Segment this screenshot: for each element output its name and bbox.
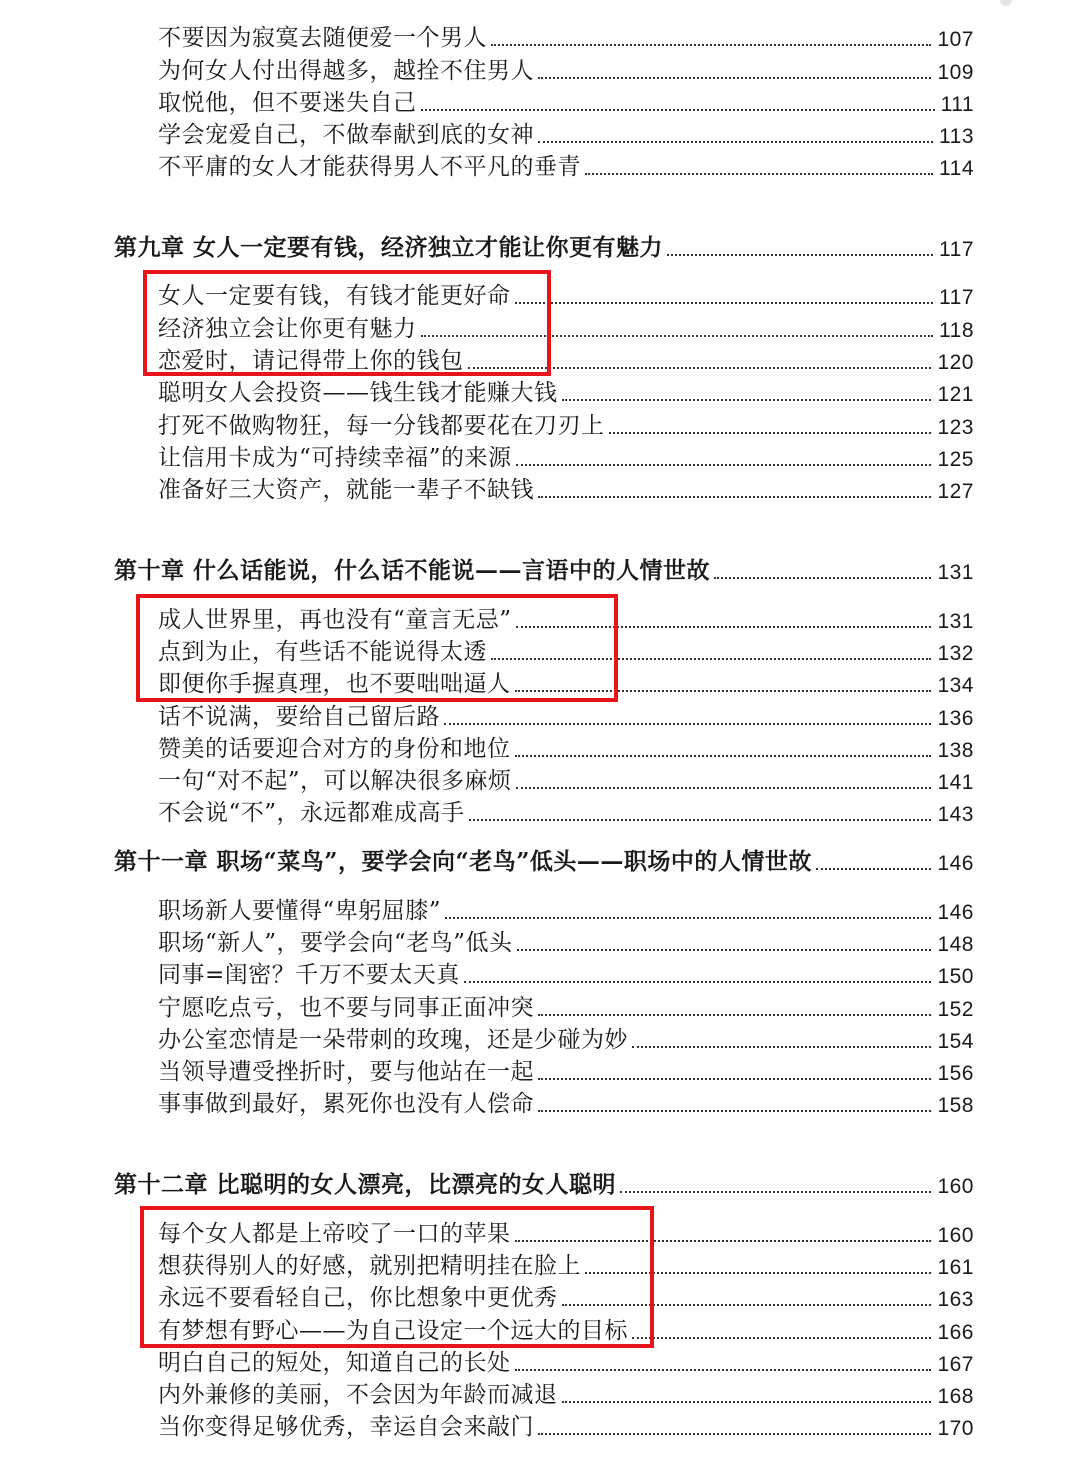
toc-entry — [158, 1054, 974, 1086]
dot-leader — [444, 723, 931, 725]
section-title: 不要因为寂寞去随便爱一个男人 — [158, 25, 487, 51]
toc-entry — [158, 1377, 974, 1409]
section-title: 经济独立会让你更有魅力 — [158, 316, 417, 342]
section-title: 职场新人要懂得“卑躬屈膝” — [158, 898, 442, 924]
dot-leader — [585, 173, 933, 175]
page-number: 132 — [937, 642, 974, 665]
section-title: 事事做到最好，累死你也没有人偿命 — [158, 1091, 534, 1117]
section-title: 一句“对不起”，可以解决很多麻烦 — [158, 768, 512, 794]
toc-chapter-heading — [114, 230, 974, 262]
toc-entry — [158, 1022, 974, 1054]
toc-entry — [158, 893, 974, 925]
section-title: 永远不要看轻自己，你比想象中更优秀 — [158, 1285, 558, 1311]
highlight-box-chapter-9 — [143, 270, 551, 376]
dot-leader — [469, 819, 932, 821]
section-title: 点到为止，有些话不能说得太透 — [158, 639, 487, 665]
dot-leader — [538, 141, 933, 143]
section-title: 学会宠爱自己，不做奉献到底的女神 — [158, 122, 534, 148]
page-number: 141 — [937, 771, 974, 794]
page-number: 146 — [937, 901, 974, 924]
toc-entry — [158, 1409, 974, 1441]
section-title: 想获得别人的好感，就别把精明挂在脸上 — [158, 1253, 581, 1279]
page-number: 166 — [937, 1321, 974, 1344]
dot-leader — [421, 109, 935, 111]
page-number: 117 — [939, 286, 974, 309]
dot-leader — [538, 1078, 931, 1080]
toc-entry — [158, 472, 974, 504]
page-number: 109 — [937, 61, 974, 84]
page-number: 127 — [937, 480, 974, 503]
section-title: 话不说满，要给自己留后路 — [158, 704, 440, 730]
toc-chapter-heading — [114, 553, 974, 585]
section-title: 成人世界里，再也没有“童言无忌” — [158, 607, 512, 633]
toc-entry — [158, 763, 974, 795]
dot-leader — [562, 1401, 932, 1403]
page-number: 146 — [937, 852, 974, 875]
section-title: 不会说“不”，永远都难成高手 — [158, 800, 465, 826]
section-title: 准备好三大资产，就能一辈子不缺钱 — [158, 477, 534, 503]
page-number: 160 — [937, 1224, 974, 1247]
page-number: 167 — [937, 1353, 974, 1376]
dot-leader — [491, 44, 931, 46]
page-number: 134 — [937, 674, 974, 697]
dot-leader — [515, 1369, 932, 1371]
dot-leader — [538, 496, 931, 498]
chapter-title: 第十二章 比聪明的女人漂亮，比漂亮的女人聪明 — [114, 1171, 617, 1198]
dot-leader — [632, 1046, 931, 1048]
page-number: 136 — [937, 707, 974, 730]
section-title: 有梦想有野心——为自己设定一个远大的目标 — [158, 1318, 628, 1344]
toc-entry — [158, 53, 974, 85]
dot-leader — [516, 464, 932, 466]
section-title: 宁愿吃点亏，也不要与同事正面冲突 — [158, 995, 534, 1021]
section-title: 明白自己的短处，知道自己的长处 — [158, 1350, 511, 1376]
page-number: 158 — [937, 1094, 974, 1117]
dot-leader — [620, 1191, 931, 1193]
chapter-title: 第九章 女人一定要有钱，经济独立才能让你更有魅力 — [114, 234, 664, 261]
page-number: 131 — [937, 610, 974, 633]
page-number: 125 — [937, 448, 974, 471]
page-number: 160 — [937, 1175, 974, 1198]
section-title: 恋爱时，请记得带上你的钱包 — [158, 348, 464, 374]
page-number: 120 — [937, 351, 974, 374]
dot-leader — [562, 399, 932, 401]
section-title: 办公室恋情是一朵带刺的玫瑰，还是少碰为妙 — [158, 1027, 628, 1053]
section-title: 取悦他，但不要迷失自己 — [158, 90, 417, 116]
page-number: 168 — [937, 1385, 974, 1408]
page-number: 150 — [937, 965, 974, 988]
toc-entry — [158, 699, 974, 731]
page-number: 154 — [937, 1030, 974, 1053]
section-title: 让信用卡成为“可持续幸福”的来源 — [158, 445, 512, 471]
dot-leader — [714, 577, 931, 579]
toc-entry — [158, 957, 974, 989]
page-number: 107 — [937, 28, 974, 51]
toc-entry — [158, 375, 974, 407]
page-number: 117 — [939, 238, 974, 261]
toc-chapter-heading — [114, 844, 974, 876]
page-number: 118 — [939, 319, 974, 342]
page-number: 114 — [939, 157, 974, 180]
toc-entry — [158, 20, 974, 52]
page-number: 138 — [937, 739, 974, 762]
section-title: 为何女人付出得越多，越拴不住男人 — [158, 58, 534, 84]
page-number: 163 — [937, 1288, 974, 1311]
dot-leader — [538, 1433, 931, 1435]
dot-leader — [632, 1337, 931, 1339]
chapter-title: 第十一章 职场“菜鸟”，要学会向“老鸟”低头——职场中的人情世故 — [114, 848, 812, 875]
section-title: 赞美的话要迎合对方的身份和地位 — [158, 736, 511, 762]
dot-leader — [445, 917, 931, 919]
section-title: 每个女人都是上帝咬了一口的苹果 — [158, 1221, 511, 1247]
page-number: 131 — [937, 561, 974, 584]
chapter-title: 第十章 什么话能说，什么话不能说——言语中的人情世故 — [114, 557, 711, 584]
toc-entry — [158, 990, 974, 1022]
section-title: 同事=闺密？千万不要太天真 — [158, 962, 460, 988]
page-number: 111 — [940, 93, 974, 116]
page-number: 113 — [939, 125, 974, 148]
page-number: 156 — [937, 1062, 974, 1085]
dot-leader — [515, 302, 934, 304]
page-number: 152 — [937, 998, 974, 1021]
toc-entry — [158, 85, 974, 117]
section-title: 聪明女人会投资——钱生钱才能赚大钱 — [158, 380, 558, 406]
dot-leader — [538, 77, 931, 79]
dot-leader — [516, 787, 932, 789]
dot-leader — [816, 868, 932, 870]
page-number: 161 — [937, 1256, 974, 1279]
toc-entry — [158, 1345, 974, 1377]
page-number: 170 — [937, 1417, 974, 1440]
dot-leader — [667, 254, 933, 256]
section-title: 打死不做购物狂，每一分钱都要花在刀刃上 — [158, 413, 605, 439]
highlight-box-chapter-10 — [136, 594, 618, 702]
toc-entry — [158, 1086, 974, 1118]
toc-entry — [158, 117, 974, 149]
section-title: 当领导遭受挫折时，要与他站在一起 — [158, 1059, 534, 1085]
highlight-box-chapter-12 — [140, 1206, 654, 1348]
dot-leader — [464, 981, 932, 983]
page-number: 148 — [937, 933, 974, 956]
dot-leader — [538, 1014, 931, 1016]
section-title: 内外兼修的美丽，不会因为年龄而减退 — [158, 1382, 558, 1408]
section-title: 即便你手握真理，也不要咄咄逼人 — [158, 671, 511, 697]
toc-entry — [158, 731, 974, 763]
page-number: 121 — [937, 383, 974, 406]
dot-leader — [538, 1110, 931, 1112]
toc-entry — [158, 795, 974, 827]
section-title: 女人一定要有钱，有钱才能更好命 — [158, 283, 511, 309]
toc-entry — [158, 408, 974, 440]
section-title: 不平庸的女人才能获得男人不平凡的垂青 — [158, 154, 581, 180]
toc-entry — [158, 925, 974, 957]
section-title: 职场“新人”，要学会向“老鸟”低头 — [158, 930, 513, 956]
page-number: 123 — [937, 416, 974, 439]
page-number: 143 — [937, 803, 974, 826]
dot-leader — [609, 432, 932, 434]
dot-leader — [515, 755, 932, 757]
toc-entry — [158, 440, 974, 472]
section-title: 当你变得足够优秀，幸运自会来敲门 — [158, 1414, 534, 1440]
dot-leader — [517, 949, 932, 951]
toc-entry — [158, 149, 974, 181]
toc-chapter-heading — [114, 1167, 974, 1199]
